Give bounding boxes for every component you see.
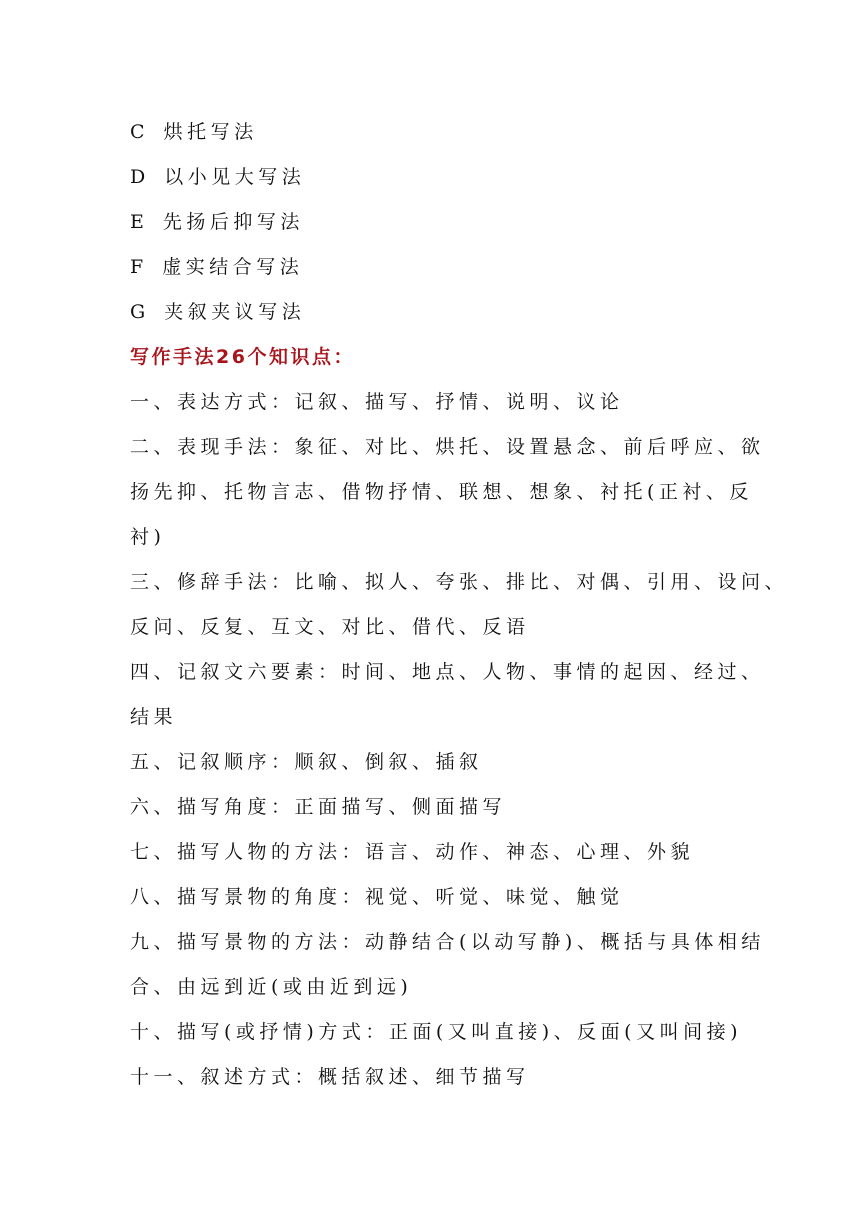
option-text: 先扬后抑写法 [162,211,304,233]
text-line: 四、记叙文六要素：时间、地点、人物、事情的起因、经过、 [130,661,765,683]
text-line: 八、描写景物的角度：视觉、听觉、味觉、触觉 [130,886,624,908]
text-line: 结果 [130,706,178,728]
option-line-c [130,110,740,155]
option-line-f [130,245,740,290]
option-text: 以小见大写法 [164,166,306,188]
text-line: 七、描写人物的方法：语言、动作、神态、心理、外貌 [130,841,695,863]
option-text: 虚实结合写法 [162,256,304,278]
text-line: 十、描写(或抒情)方式：正面(又叫直接)、反面(又叫间接) [130,1021,742,1043]
text-line: 衬) [130,526,166,548]
text-line: 扬先抑、托物言志、借物抒情、联想、想象、衬托(正衬、反 [130,481,753,503]
text-line: 反问、反复、互文、对比、借代、反语 [130,616,530,638]
option-letter: C [130,121,150,143]
option-text: 夹叙夹议写法 [164,301,306,323]
option-letter: F [130,256,148,278]
option-letter: E [130,211,149,233]
text-line: 一、表达方式：记叙、描写、抒情、说明、议论 [130,391,624,413]
document-body [130,110,789,1100]
text-line: 三、修辞手法：比喻、拟人、夸张、排比、对偶、引用、设问、 [130,571,789,593]
option-letter: G [130,301,150,323]
text-line: 五、记叙顺序：顺叙、倒叙、插叙 [130,751,483,773]
option-line-d [130,155,740,200]
option-line-g [130,290,740,335]
text-line: 九、描写景物的方法：动静结合(以动写静)、概括与具体相结 [130,931,765,953]
option-line-e [130,200,740,245]
option-text: 烘托写法 [163,121,258,143]
text-line: 六、描写角度：正面描写、侧面描写 [130,796,507,818]
text-line: 二、表现手法：象征、对比、烘托、设置悬念、前后呼应、欲 [130,436,765,458]
text-line: 合、由远到近(或由近到远) [130,976,413,998]
section-heading: 写作手法26个知识点： [130,346,355,368]
text-line: 十一、叙述方式：概括叙述、细节描写 [130,1066,530,1088]
option-letter: D [130,166,150,188]
